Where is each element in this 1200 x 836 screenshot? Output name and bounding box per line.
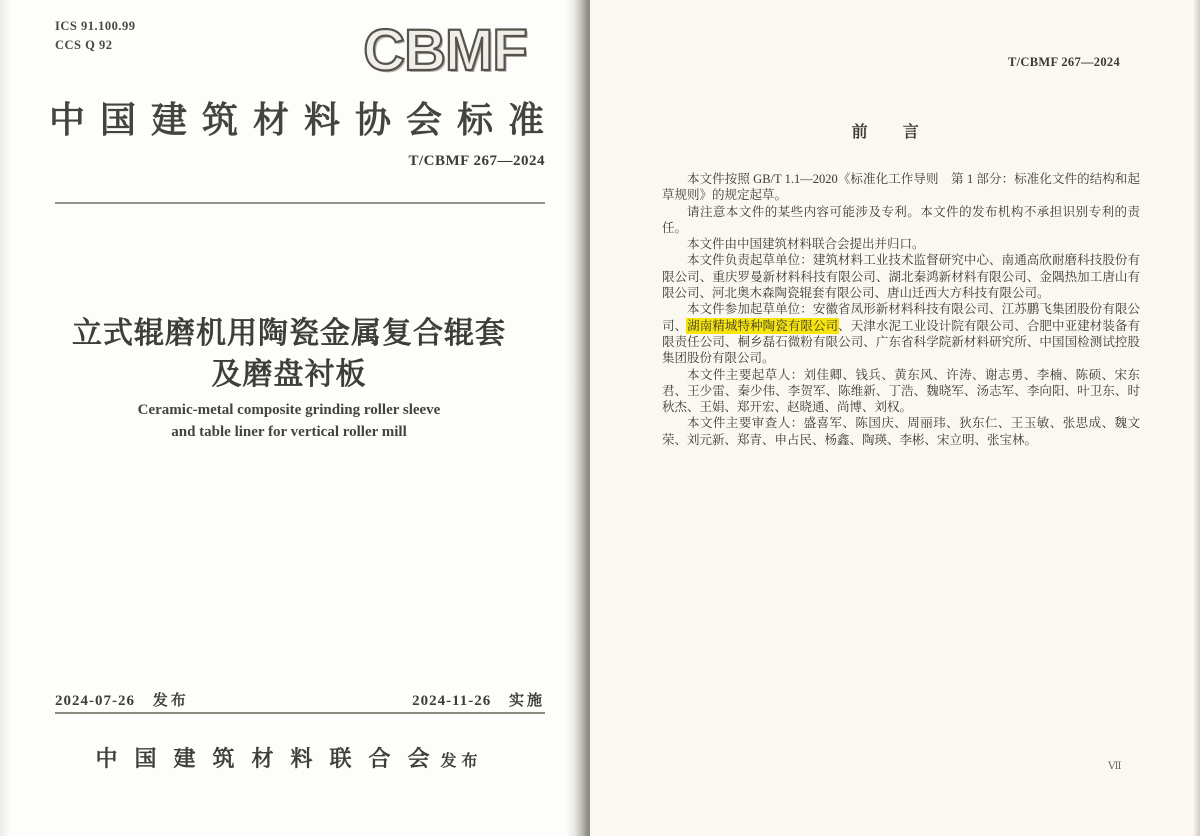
implementation-date-label: 实施 (508, 693, 545, 709)
foreword-paragraph-responsible-units: 本文件负责起草单位：建筑材料工业技术监督研究中心、南通高欣耐磨科技股份有限公司、重庆罗曼新材料科技有限公司、湖北秦鸿新材料有限公司、金隅热加工唐山有限公司、河北奥木森陶瓷辊套有限公司、唐山迁西大方科技有限公司。 (662, 253, 1140, 301)
page-number: Ⅶ (1108, 761, 1123, 772)
issue-date-label: 发布 (152, 693, 189, 709)
highlighted-company: 湖南精城特种陶瓷有限公司 (687, 318, 839, 333)
foreword-paragraph-basis: 本文件按照 GB/T 1.1—2020《标准化工作导则 第 1 部分：标准化文件的结构和起草规则》的规定起草。 (662, 172, 1140, 203)
cover-top-rule (55, 202, 545, 204)
publisher-name: 中国建筑材料联合会 (95, 746, 447, 771)
foreword-paragraph-patent: 请注意本文件的某些内容可能涉及专利。本文件的发布机构不承担识别专利的责任。 (662, 204, 1140, 235)
implementation-date: 2024-11-26 (412, 693, 492, 709)
document-title-zh-line2: 及磨盘衬板 (211, 358, 367, 391)
document-title-en (0, 399, 578, 443)
foreword-paragraph-participating-units (662, 301, 1140, 366)
ics-code: ICS 91.100.99 (55, 19, 136, 33)
foreword-heading: 前 言 (851, 124, 929, 141)
publisher-label: 发布 (440, 753, 483, 770)
issue-date: 2024-07-26 (55, 693, 135, 709)
document-title-zh-line1: 立式辊磨机用陶瓷金属复合辊套 (72, 317, 506, 350)
participating-units-before: 本文件参加起草单位：安徽省凤形新材料科技有限公司、江苏鹏飞集团股份有限公司、 (662, 302, 1140, 333)
document-title-en-line2: and table liner for vertical roller mill (171, 424, 407, 440)
dates-row (55, 689, 545, 710)
participating-units-after: 、天津水泥工业设计院有限公司、合肥中亚建材装备有限责任公司、桐乡磊石微粉有限公司、广东省科学院新材料研究所、中国国检测试控股集团股份有限公司。 (662, 318, 1140, 366)
foreword-page (588, 0, 1200, 836)
ccs-code: CCS Q 92 (55, 38, 113, 52)
standard-number: T/CBMF 267—2024 (408, 153, 545, 169)
cbmf-logo: CBMF (363, 18, 527, 83)
document-title-en-line1: Ceramic-metal composite grinding roller sleeve (137, 402, 441, 418)
implementation-date-group (412, 689, 545, 710)
document-title-zh (0, 313, 578, 395)
foreword-paragraph-drafters: 本文件主要起草人：刘佳卿、钱兵、黄东风、许涛、谢志勇、李楠、陈硕、宋东君、王少雷、秦少伟、李贺军、陈维新、丁浩、魏晓军、汤志军、李向阳、叶卫东、时秋杰、王娟、郑开宏、赵晓通、尚博、刘权。 (662, 367, 1140, 415)
issue-date-group (55, 689, 189, 710)
page-header-standard-number: T/CBMF 267—2024 (1007, 55, 1120, 69)
cover-page (0, 0, 578, 836)
foreword-paragraph-reviewers: 本文件主要审查人：盛喜军、陈国庆、周丽玮、狄东仁、王玉敏、张思成、魏文荣、刘元新、郑青、申占民、杨鑫、陶瑛、李彬、宋立明、张宝林。 (662, 416, 1140, 447)
foreword-body (662, 171, 1140, 448)
page-seam-shadow (566, 0, 588, 836)
foreword-paragraph-proposed: 本文件由中国建筑材料联合会提出并归口。 (687, 237, 925, 252)
right-edge-shadow (1193, 0, 1200, 836)
cover-bottom-rule (55, 712, 545, 714)
publisher-row (0, 742, 578, 773)
classification-codes (55, 17, 135, 55)
standard-org-title: 中国建筑材料协会标准 (49, 100, 560, 140)
